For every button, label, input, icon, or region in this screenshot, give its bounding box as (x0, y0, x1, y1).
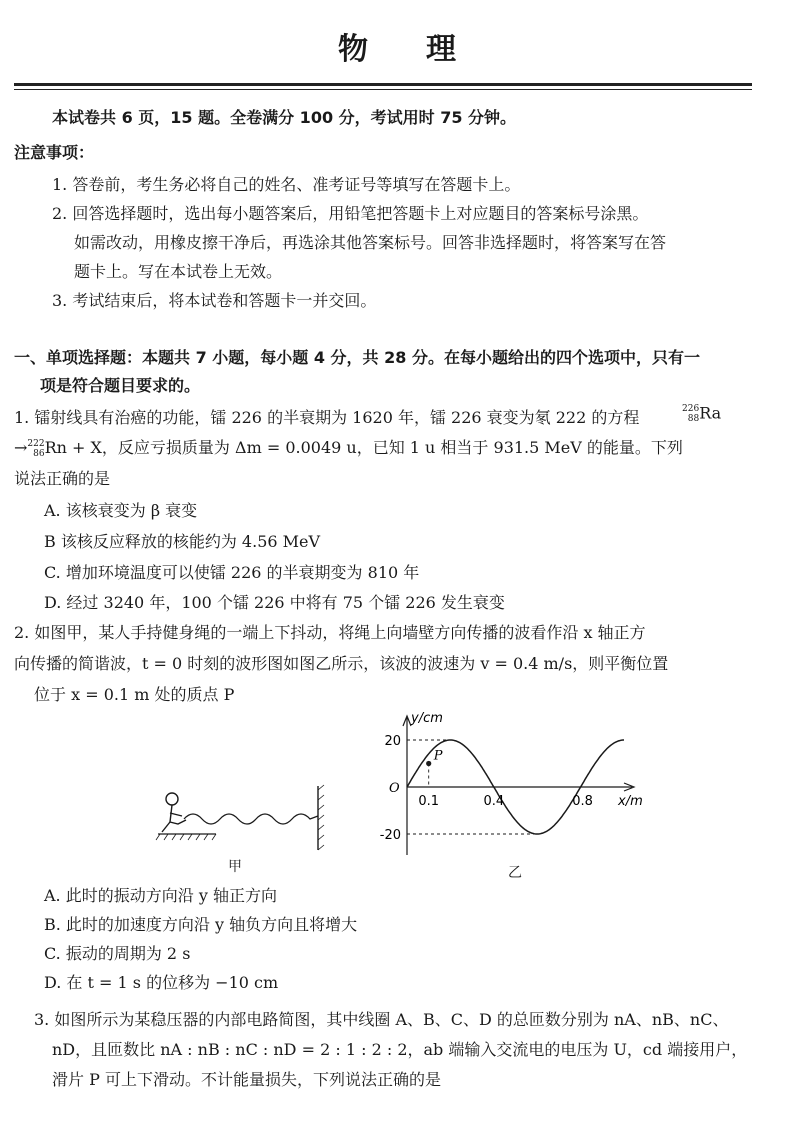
q2-option-b: B. 此时的加速度方向沿 y 轴负方向且将增大 (44, 915, 358, 934)
q1-line3: 说法正确的是 (14, 469, 111, 488)
person-icon (162, 793, 186, 832)
y-tick-label: 20 (384, 734, 401, 749)
q3-line3: 滑片 P 可上下滑动。不计能量损失，下列说法正确的是 (52, 1070, 441, 1089)
section-heading: 一、单项选择题：本题共 7 小题，每小题 4 分，共 28 分。在每小题给出的四个选项中，只有一 (14, 348, 700, 367)
x-tick-label: 0.4 (483, 794, 505, 809)
q1-option-d: D. 经过 3240 年，100 个镭 226 中将有 75 个镭 226 发生衰变 (44, 593, 505, 612)
figure-jia (150, 780, 330, 860)
reaction-arrow: → (14, 438, 28, 457)
exam-intro: 本试卷共 6 页，15 题。全卷满分 100 分，考试用时 75 分钟。 (52, 108, 517, 127)
notice-item-3: 3. 考试结束后，将本试卷和答题卡一并交回。 (52, 291, 377, 310)
page-title: 物理 (338, 32, 514, 67)
rn-mass-number: 222 (27, 438, 45, 449)
wall-hatch (318, 785, 324, 850)
rope-wave (184, 814, 318, 824)
q2-line3: 位于 x = 0.1 m 处的质点 P (34, 685, 235, 704)
notice-item-2: 2. 回答选择题时，选出每小题答案后，用铅笔把答题卡上对应题目的答案标号涂黑。 (52, 204, 649, 223)
x-tick-label: 0.1 (418, 794, 440, 809)
q1-option-c: C. 增加环境温度可以使镭 226 的半衰期变为 810 年 (44, 563, 420, 582)
point-p-marker (426, 761, 431, 766)
x-tick-label: 0.8 (572, 794, 593, 809)
q1-option-a: A. 该核衰变为 β 衰变 (44, 501, 198, 520)
q1-line2-rest: + X，反应亏损质量为 Δm = 0.0049 u，已知 1 u 相当于 931.5 MeV 的能量。下列 (66, 438, 683, 457)
notice-item-2-cont2: 题卡上。写在本试卷上无效。 (74, 262, 283, 281)
ra-mass-number: 226 (682, 403, 700, 414)
rn-symbol: Rn (44, 438, 67, 457)
ra-charge-number: 88 (687, 413, 700, 424)
q2-option-d: D. 在 t = 1 s 的位移为 −10 cm (44, 973, 279, 992)
title-rule-thick (14, 83, 752, 86)
q2-option-c: C. 振动的周期为 2 s (44, 944, 191, 963)
section-heading-cont: 项是符合题目要求的。 (40, 376, 201, 395)
q1-option-b: B 该核反应释放的核能约为 4.56 MeV (44, 532, 321, 551)
q1-line1: 1. 镭射线具有治癌的功能，镭 226 的半衰期为 1620 年，镭 226 衰变为氡 222 的方程 (14, 408, 640, 427)
q1-ra-nuclide (682, 403, 721, 424)
x-axis-label: x/m (618, 794, 643, 809)
wave-chart (360, 700, 650, 890)
rn-charge-number: 86 (33, 448, 45, 459)
q1-line2 (14, 438, 683, 459)
origin-label: O (389, 781, 400, 796)
y-tick-label: -20 (379, 828, 401, 843)
q2-option-a: A. 此时的振动方向沿 y 轴正方向 (44, 886, 277, 905)
q3-line1: 3. 如图所示为某稳压器的内部电路简图，其中线圈 A、B、C、D 的总匝数分别为 nA、nB、nC、 (34, 1010, 729, 1029)
figure-yi-caption: 乙 (508, 865, 522, 881)
q2-line2: 向传播的简谐波，t = 0 时刻的波形图如图乙所示，该波的波速为 v = 0.4 m/s，则平衡位置 (14, 654, 669, 673)
ground-hatch (156, 834, 216, 840)
ra-symbol: Ra (699, 403, 722, 423)
notice-item-2-cont1: 如需改动，用橡皮擦干净后，再选涂其他答案标号。回答非选择题时，将答案写在答 (74, 233, 667, 252)
notice-heading: 注意事项： (14, 143, 95, 162)
q2-line1: 2. 如图甲，某人手持健身绳的一端上下抖动，将绳上向墙壁方向传播的波看作沿 x 轴正方 (14, 623, 646, 642)
notice-item-1: 1. 答卷前，考生务必将自己的姓名、准考证号等填写在答题卡上。 (52, 175, 521, 194)
title-rule-thin (14, 89, 752, 90)
point-p-label: P (433, 748, 443, 764)
figure-jia-caption: 甲 (228, 859, 242, 875)
y-axis-label: y/cm (411, 711, 443, 726)
q3-line2: nD，且匝数比 nA : nB : nC : nD = 2 : 1 : 2 : 2，ab 端输入交流电的电压为 U，cd 端接用户， (52, 1040, 748, 1059)
